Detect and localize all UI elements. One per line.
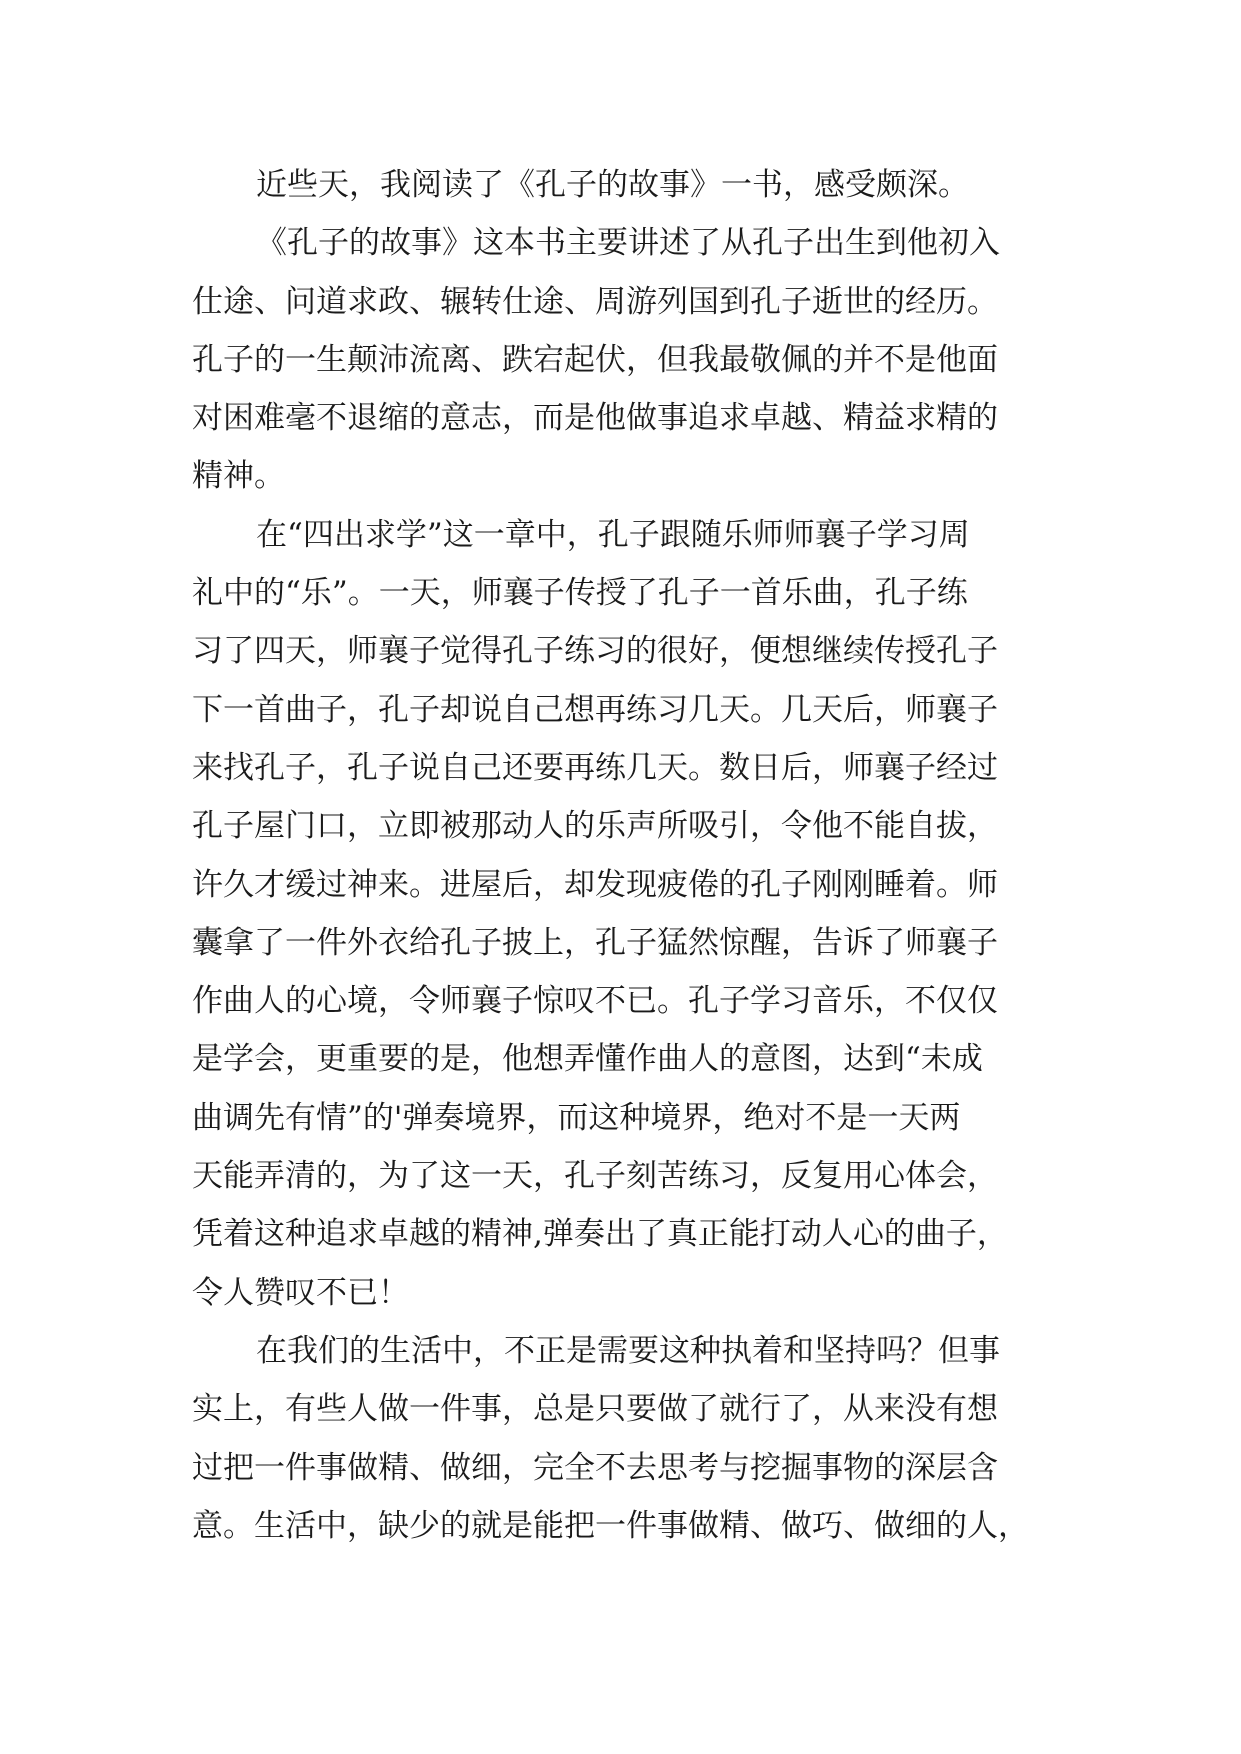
text-line: 意。生活中，缺少的就是能把一件事做精、做巧、做细的人， [192,1507,1029,1544]
text-line: 令人赞叹不已！ [192,1274,409,1311]
text-line: 近些天，我阅读了《孔子的故事》一书，感受颇深。 [256,167,969,203]
text-line: 来找孔子，孔子说自己还要再练几天。数日后，师襄子经过 [192,749,998,786]
text-line: 在“四出求学”这一章中，孔子跟随乐师师襄子学习周 [256,516,970,553]
text-line: 实上，有些人做一件事，总是只要做了就行了，从来没有想 [192,1391,998,1428]
text-line: 许久才缓过神来。进屋后，却发现疲倦的孔子刚刚睡着。师 [192,866,998,903]
text-line: 天能弄清的，为了这一天，孔子刻苦练习，反复用心体会， [192,1158,998,1195]
text-line: 孔子的一生颠沛流离、跌宕起伏，但我最敬佩的并不是他面 [192,341,998,378]
text-line: 在我们的生活中，不正是需要这种执着和坚持吗？但事 [256,1332,1000,1369]
text-line: 是学会，更重要的是，他想弄懂作曲人的意图，达到“未成 [192,1041,983,1078]
text-line: 对困难毫不退缩的意志，而是他做事追求卓越、精益求精的 [192,400,998,437]
text-line: 礼中的“乐”。一天，师襄子传授了孔子一首乐曲，孔子练 [192,575,968,612]
text-line: 《孔子的故事》这本书主要讲述了从孔子出生到他初入 [256,225,1000,262]
text-line: 作曲人的心境，令师襄子惊叹不已。孔子学习音乐，不仅仅 [192,983,998,1020]
essay-body [192,156,1072,1555]
text-line: 孔子屋门口，立即被那动人的乐声所吸引，令他不能自拔， [192,808,998,845]
text-line: 凭着这种追求卓越的精神,弹奏出了真正能打动人心的曲子， [192,1216,1008,1253]
text-line: 习了四天，师襄子觉得孔子练习的很好，便想继续传授孔子 [192,633,998,670]
text-line: 精神。 [192,458,285,495]
text-line: 囊拿了一件外衣给孔子披上，孔子猛然惊醒，告诉了师襄子 [192,924,998,961]
text-line: 仕途、问道求政、辗转仕途、周游列国到孔子逝世的经历。 [192,283,998,320]
text-line: 曲调先有情”的'弹奏境界，而这种境界，绝对不是一天两 [192,1099,961,1136]
text-line: 下一首曲子，孔子却说自己想再练习几天。几天后，师襄子 [192,691,998,728]
text-line: 过把一件事做精、做细，完全不去思考与挖掘事物的深层含 [192,1449,998,1486]
